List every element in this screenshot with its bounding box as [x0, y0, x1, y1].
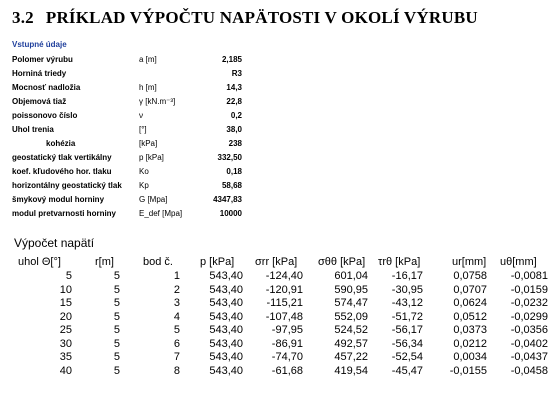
- table-cell: 5: [113, 337, 120, 350]
- table-cell: -86,91: [271, 337, 303, 350]
- table-cell: 524,52: [334, 324, 368, 336]
- table-cell: 10: [59, 283, 72, 296]
- input-unit: h [m]: [139, 83, 157, 92]
- table-cell: 2: [173, 283, 180, 296]
- table-row: [0, 351, 556, 365]
- table-cell: 0,0034: [453, 351, 487, 363]
- table-cell: -61,68: [271, 364, 303, 377]
- column-header: τrθ [kPa]: [378, 256, 421, 268]
- input-label: kohézia: [46, 139, 76, 148]
- table-cell: 5: [113, 310, 120, 323]
- input-value: 0,2: [230, 111, 242, 120]
- table-cell: 543,40: [209, 351, 243, 363]
- table-cell: -107,48: [265, 310, 303, 323]
- table-cell: 543,40: [209, 337, 243, 350]
- table-cell: -43,12: [391, 297, 423, 309]
- input-label: Mocnosť nadložia: [12, 83, 81, 92]
- input-unit: Ko: [139, 167, 149, 176]
- table-cell: 4: [173, 310, 180, 323]
- table-cell: 543,40: [209, 283, 243, 296]
- section-number: 3.2: [12, 8, 34, 27]
- table-cell: -56,17: [391, 324, 423, 336]
- table-cell: 5: [113, 297, 120, 309]
- table-cell: 30: [59, 337, 72, 350]
- input-label: Uhol trenia: [12, 125, 54, 134]
- table-cell: -0,0081: [510, 270, 548, 282]
- table-cell: -51,72: [391, 310, 423, 323]
- table-cell: 25: [59, 324, 72, 336]
- table-cell: -0,0458: [510, 364, 548, 377]
- table-cell: 20: [59, 310, 72, 323]
- input-label: modul pretvarnosti horniny: [12, 209, 117, 218]
- table-cell: 492,57: [334, 337, 368, 350]
- input-label: Objemová tiaž: [12, 97, 67, 106]
- table-cell: 3: [173, 297, 180, 309]
- table-cell: 40: [59, 364, 72, 377]
- table-cell: -74,70: [271, 351, 303, 363]
- table-cell: 5: [113, 270, 120, 282]
- input-unit: [kPa]: [139, 139, 158, 148]
- inputs-heading: Vstupné údaje: [12, 40, 67, 49]
- input-row: [12, 83, 242, 96]
- table-cell: -115,21: [266, 297, 303, 309]
- input-label: šmykový modul horniny: [12, 195, 105, 204]
- input-unit: a [m]: [139, 55, 157, 64]
- table-cell: -45,47: [391, 364, 423, 377]
- table-cell: 7: [173, 351, 180, 363]
- input-label: Polomer výrubu: [12, 55, 73, 64]
- table-cell: -30,95: [391, 283, 423, 296]
- table-cell: 543,40: [209, 310, 243, 323]
- column-header: p [kPa]: [200, 256, 235, 268]
- table-cell: 0,0758: [453, 270, 487, 282]
- input-unit: p [kPa]: [139, 153, 164, 162]
- column-header: r[m]: [95, 256, 114, 268]
- column-header: σrr [kPa]: [255, 256, 298, 268]
- table-cell: 590,95: [334, 283, 368, 296]
- table-row: [0, 297, 556, 311]
- input-row: [12, 195, 242, 208]
- table-cell: 543,40: [209, 270, 243, 282]
- table-cell: -124,40: [265, 270, 303, 282]
- table-cell: 0,0212: [453, 337, 487, 350]
- table-cell: -0,0356: [510, 324, 548, 336]
- column-header: bod č.: [143, 256, 173, 268]
- table-row: [0, 270, 556, 284]
- table-cell: 35: [59, 351, 72, 363]
- input-value: 238: [228, 139, 242, 148]
- table-cell: -0,0159: [510, 283, 548, 296]
- input-value: 22,8: [226, 97, 242, 106]
- input-value: 58,68: [221, 181, 242, 190]
- table-cell: 15: [59, 297, 72, 309]
- table-row: [0, 365, 556, 379]
- input-value: 4347,83: [213, 195, 242, 204]
- input-row: [12, 69, 242, 82]
- table-cell: 5: [65, 270, 72, 282]
- input-label: poissonovo číslo: [12, 111, 78, 120]
- input-value: 332,50: [217, 153, 242, 162]
- input-row: [12, 55, 242, 68]
- input-value: R3: [231, 69, 242, 78]
- table-cell: -97,95: [271, 324, 303, 336]
- table-cell: -120,91: [265, 283, 303, 296]
- input-row: [12, 167, 242, 180]
- table-cell: -0,0155: [449, 364, 487, 377]
- table-row: [0, 311, 556, 325]
- table-cell: 5: [113, 324, 120, 336]
- table-row: [0, 324, 556, 338]
- input-value: 38,0: [226, 125, 242, 134]
- column-header: ur[mm]: [452, 256, 487, 268]
- column-header: uhol Θ[°]: [18, 256, 61, 268]
- input-unit: E_def [Mpa]: [139, 209, 183, 218]
- input-unit: γ [kN.m⁻³]: [139, 97, 176, 106]
- table-cell: -0,0232: [510, 297, 548, 309]
- table-cell: 0,0512: [453, 310, 487, 323]
- input-row: [12, 153, 242, 166]
- table-cell: 601,04: [334, 270, 368, 282]
- section-heading: PRÍKLAD VÝPOČTU NAPÄTOSTI V OKOLÍ VÝRUBU: [45, 8, 478, 27]
- input-row: [12, 209, 242, 222]
- input-row: [12, 97, 242, 110]
- input-value: 2,185: [221, 55, 242, 64]
- input-row: [12, 111, 242, 124]
- results-heading: Výpočet napätí: [14, 236, 95, 250]
- input-row: [12, 125, 242, 138]
- table-cell: 1: [173, 270, 180, 282]
- table-cell: 419,54: [334, 364, 368, 377]
- input-value: 14,3: [226, 83, 242, 92]
- input-label: geostatický tlak vertikálny: [12, 153, 112, 162]
- input-row: [12, 181, 242, 194]
- table-cell: 543,40: [209, 364, 243, 377]
- column-header: σθθ [kPa]: [318, 256, 366, 268]
- input-label: koef. kľudového hor. tlaku: [12, 167, 112, 176]
- table-cell: 5: [113, 283, 120, 296]
- input-unit: G [Mpa]: [139, 195, 168, 204]
- table-cell: 6: [173, 337, 180, 350]
- input-value: 10000: [219, 209, 242, 218]
- input-unit: Kp: [139, 181, 149, 190]
- input-value: 0,18: [226, 167, 242, 176]
- table-cell: 574,47: [334, 297, 368, 309]
- table-cell: -56,34: [391, 337, 423, 350]
- table-cell: 8: [173, 364, 180, 377]
- input-label: Horniná triedy: [12, 69, 67, 78]
- table-cell: -0,0299: [510, 310, 548, 323]
- table-cell: 5: [173, 324, 180, 336]
- column-header: uθ[mm]: [500, 256, 537, 268]
- table-cell: 457,22: [334, 351, 368, 363]
- table-row: [0, 284, 556, 298]
- table-cell: 543,40: [209, 297, 243, 309]
- section-title: [12, 8, 478, 28]
- table-cell: 5: [113, 351, 120, 363]
- input-label: horizontálny geostatický tlak: [12, 181, 122, 190]
- table-cell: 0,0707: [453, 283, 487, 296]
- input-row: [12, 139, 242, 152]
- table-cell: -52,54: [391, 351, 423, 363]
- table-cell: 552,09: [334, 310, 368, 323]
- table-row: [0, 338, 556, 352]
- table-cell: 0,0624: [453, 297, 487, 309]
- table-cell: -0,0402: [510, 337, 548, 350]
- table-cell: 0,0373: [453, 324, 487, 336]
- table-cell: 543,40: [209, 324, 243, 336]
- input-unit: [°]: [139, 125, 147, 134]
- table-cell: -0,0437: [510, 351, 548, 363]
- table-cell: -16,17: [391, 270, 423, 282]
- input-unit: ν: [139, 111, 143, 120]
- table-cell: 5: [113, 364, 120, 377]
